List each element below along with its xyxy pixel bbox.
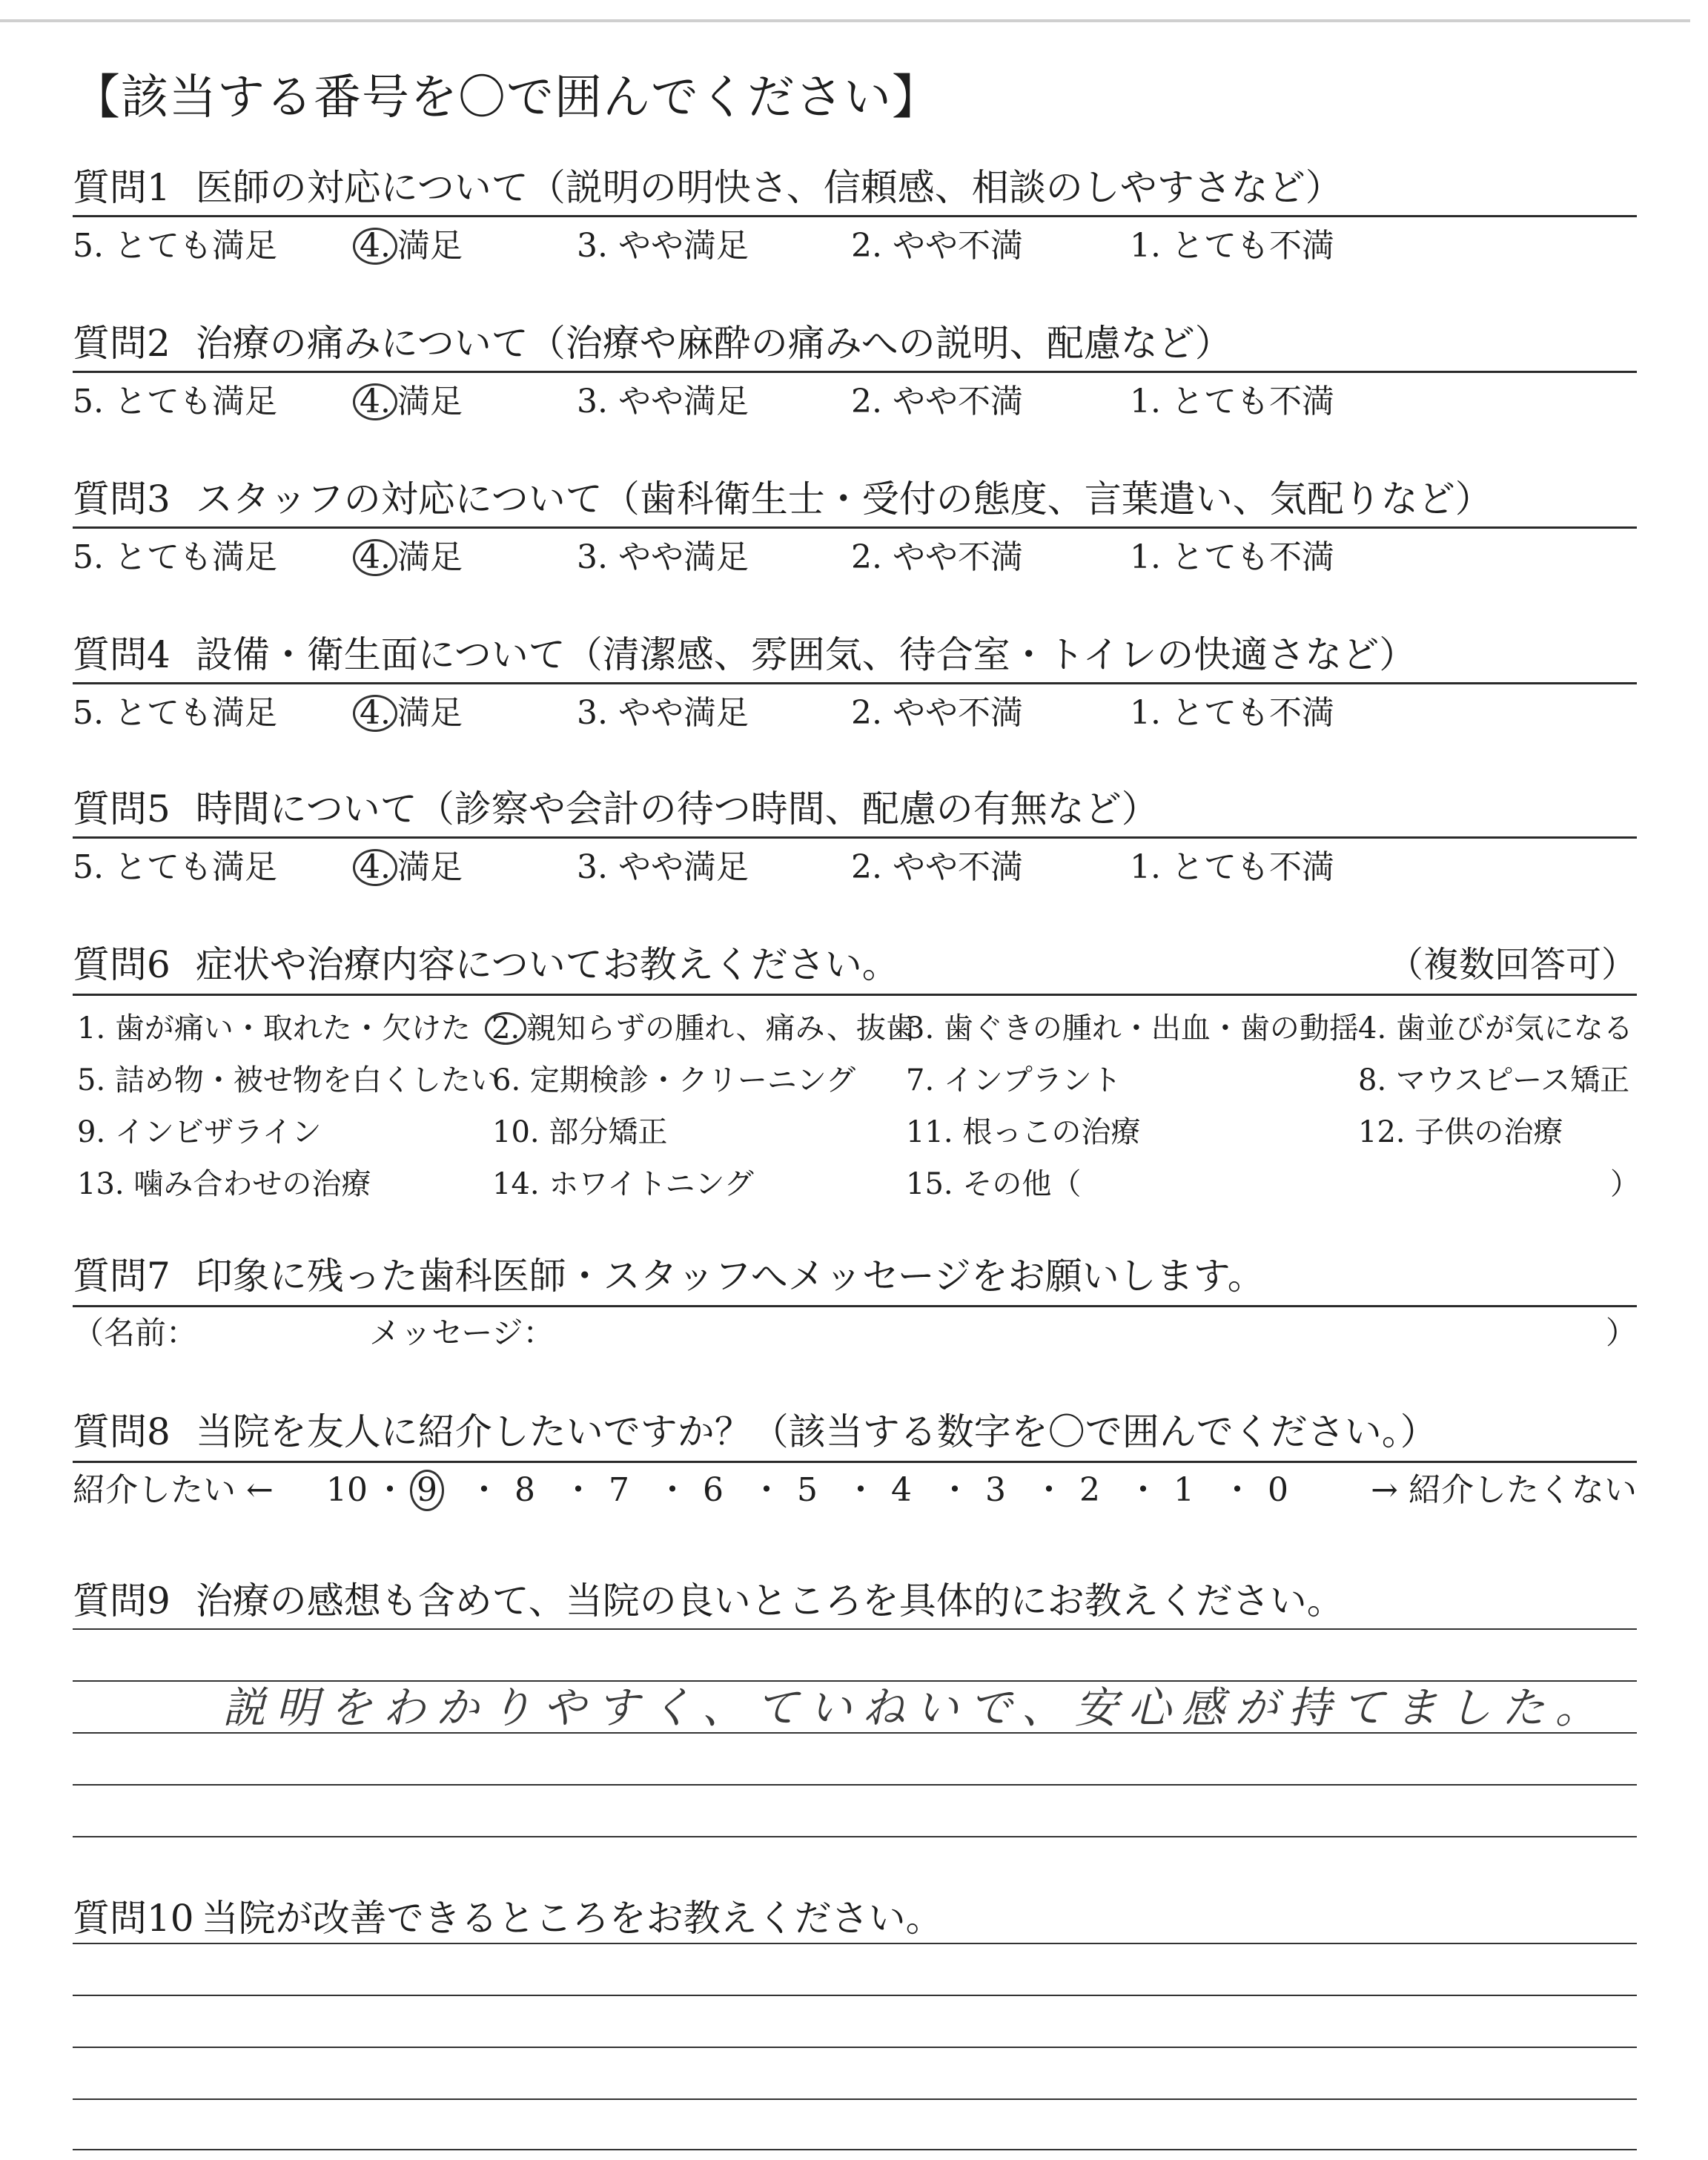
page-title: 【該当する番号を〇で囲んでください】 [73,70,940,125]
selected-circle: 4. [353,539,397,576]
scale-value-0[interactable]: 0 [1268,1471,1288,1509]
question-10-heading [73,1895,1637,1941]
selected-circle: 4. [353,849,397,886]
question-rule [73,371,1637,373]
scale-value-7[interactable]: 7 [609,1471,629,1509]
option-very-satisfied[interactable]: 5. とても満足 [73,383,277,420]
option-somewhat-dissatisfied[interactable]: 2. やや不満 [851,538,1023,576]
question-number: 質問6 [73,943,171,986]
top-border [0,19,1690,22]
symptom-option[interactable]: 9. インビザライン [77,1115,322,1149]
question-9-heading [73,1578,1637,1624]
symptom-option[interactable]: 8. マウスピース矯正 [1358,1063,1630,1097]
scale-separator: ・ [468,1471,500,1509]
selected-circle: 4. [353,383,397,420]
question-8 [73,1409,1637,1455]
rating-options [73,693,1637,737]
scale-value-2[interactable]: 2 [1079,1471,1100,1509]
multiple-answer-note: （複数回答可） [1387,944,1637,985]
question-7-heading [73,1253,1637,1299]
option-very-dissatisfied[interactable]: 1. とても不満 [1130,383,1334,420]
option-label: 満足 [397,227,463,265]
answer-line [73,1836,1637,1837]
question-7-rule [73,1305,1637,1307]
answer-line [73,1995,1637,1996]
scale-value-5[interactable]: 5 [797,1471,818,1509]
question-rule [73,836,1637,839]
question-rule [73,526,1637,529]
question-10 [73,1895,1637,1941]
question-text: 当院を友人に紹介したいですか？（該当する数字を〇で囲んでください。） [195,1410,1437,1453]
question-number: 質問4 [73,633,171,676]
option-somewhat-satisfied[interactable]: 3. やや満足 [577,383,749,420]
question-heading [73,320,1637,366]
scale-separator: ・ [1033,1471,1065,1509]
question-number: 質問10 [73,1897,194,1940]
referral-scale [73,1470,1637,1514]
question-8-heading [73,1409,1637,1455]
scale-separator: ・ [1221,1471,1254,1509]
question-7 [73,1253,1637,1299]
other-close-paren: ） [1610,1167,1640,1201]
question-text: 医師の対応について（説明の明快さ、信頼感、相談のしやすさなど） [195,166,1343,209]
name-label: （名前： [73,1315,198,1351]
option-very-satisfied[interactable]: 5. とても満足 [73,538,277,576]
message-close: ） [1605,1315,1637,1351]
question-6-rule [73,994,1637,996]
option-somewhat-dissatisfied[interactable]: 2. やや不満 [851,227,1023,265]
scale-value-4[interactable]: 4 [891,1471,912,1509]
rating-options [73,381,1637,426]
question-8-rule [73,1461,1637,1463]
question-4 [73,632,1637,678]
symptom-option[interactable]: 13. 噛み合わせの治療 [77,1167,371,1201]
scale-value-8[interactable]: 8 [514,1471,535,1509]
answer-line [73,2149,1637,2150]
question-text: 設備・衛生面について（清潔感、雰囲気、待合室・トイレの快適さなど） [195,633,1417,676]
option-very-satisfied[interactable]: 5. とても満足 [73,227,277,265]
scale-separator: ・ [939,1471,971,1509]
symptom-option[interactable]: 14. ホワイトニング [492,1167,754,1201]
rating-options [73,847,1637,891]
question-6 [73,942,1637,988]
symptom-option[interactable]: 1. 歯が痛い・取れた・欠けた [77,1011,471,1046]
question-2 [73,320,1637,366]
option-somewhat-satisfied[interactable]: 3. やや満足 [577,227,749,265]
option-satisfied[interactable] [360,381,463,423]
option-satisfied[interactable] [360,225,463,267]
question-heading [73,786,1637,832]
scale-value-6[interactable]: 6 [703,1471,724,1509]
rating-options [73,225,1637,270]
scale-separator: ・ [1127,1471,1159,1509]
scale-separator: ・ [562,1471,595,1509]
scale-separator: ・ [374,1471,406,1509]
question-number: 質問8 [73,1410,171,1453]
option-somewhat-satisfied[interactable]: 3. やや満足 [577,694,749,732]
answer-line [73,1943,1637,1944]
scale-separator: ・ [750,1471,783,1509]
question-text: 印象に残った歯科医師・スタッフへメッセージをお願いします。 [195,1255,1265,1298]
question-5 [73,786,1637,832]
symptom-option[interactable]: 4. 歯並びが気になる [1358,1011,1633,1046]
option-very-dissatisfied[interactable]: 1. とても不満 [1130,694,1334,732]
option-label: 満足 [397,538,463,576]
scale-value-10[interactable]: 10 [326,1471,368,1509]
option-satisfied[interactable] [360,537,463,578]
scale-separator: ・ [844,1471,877,1509]
question-number: 質問1 [73,166,171,209]
message-label: メッセージ： [369,1315,555,1351]
question-text: 当院が改善できるところをお教えください。 [201,1897,943,1940]
question-rule [73,215,1637,217]
question-text: 治療の痛みについて（治療や麻酔の痛みへの説明、配慮など） [195,322,1232,365]
symptom-option[interactable]: 11. 根っこの治療 [906,1115,1141,1149]
scale-value-9[interactable]: 9 [410,1470,444,1511]
symptom-option[interactable]: 3. 歯ぐきの腫れ・出血・歯の動揺 [906,1011,1359,1046]
question-number: 質問2 [73,322,171,365]
symptom-option[interactable]: 10. 部分矯正 [492,1115,668,1149]
option-satisfied[interactable] [360,693,463,734]
option-label: 満足 [397,848,463,886]
question-number: 質問7 [73,1255,171,1298]
selected-circle: 4. [353,695,397,732]
selected-circle: 4. [353,228,397,265]
symptom-option[interactable]: 5. 詰め物・被せ物を白くしたい [77,1063,500,1097]
question-text: 治療の感想も含めて、当院の良いところを具体的にお教えください。 [195,1579,1344,1622]
symptom-option[interactable] [492,1010,916,1047]
symptom-option[interactable]: 15. その他（ [906,1167,1082,1201]
option-somewhat-dissatisfied[interactable]: 2. やや不満 [851,848,1023,886]
question-heading [73,165,1637,211]
option-somewhat-satisfied[interactable]: 3. やや満足 [577,848,749,886]
scale-right-label: → 紹介したくない [1371,1471,1637,1509]
option-satisfied[interactable] [360,847,463,888]
handwritten-answer: 説明をわかりやすく、ていねいで、安心感が持てました。 [222,1682,1609,1733]
option-somewhat-dissatisfied[interactable]: 2. やや不満 [851,383,1023,420]
symptom-option[interactable]: 6. 定期検診・クリーニング [492,1063,856,1097]
scale-left-label: 紹介したい ← [73,1471,274,1509]
option-very-satisfied[interactable]: 5. とても満足 [73,694,277,732]
question-number: 質問3 [73,478,171,521]
option-label: 親知らずの腫れ、痛み、抜歯 [526,1011,916,1046]
question-heading [73,632,1637,678]
option-somewhat-satisfied[interactable]: 3. やや満足 [577,538,749,576]
selected-circle: 2. [485,1012,526,1045]
symptom-option[interactable]: 12. 子供の治療 [1358,1115,1563,1149]
option-very-dissatisfied[interactable]: 1. とても不満 [1130,848,1334,886]
question-9 [73,1578,1637,1624]
question-text: スタッフの対応について（歯科衛生士・受付の態度、言葉遣い、気配りなど） [195,478,1492,521]
question-rule [73,682,1637,684]
question-1 [73,165,1637,211]
scale-value-1[interactable]: 1 [1174,1471,1194,1509]
answer-line [73,2047,1637,2048]
answer-line [73,1628,1637,1630]
question-3 [73,476,1637,522]
symptom-option[interactable]: 7. インプラント [906,1063,1122,1097]
question-text: 時間について（診察や会計の待つ時間、配慮の有無など） [195,787,1159,830]
option-label: 満足 [397,694,463,732]
option-very-dissatisfied[interactable]: 1. とても不満 [1130,538,1334,576]
question-heading [73,476,1637,522]
question-text: 症状や治療内容についてお教えください。 [195,943,899,986]
option-somewhat-dissatisfied[interactable]: 2. やや不満 [851,694,1023,732]
option-label: 満足 [397,383,463,420]
question-number: 質問9 [73,1579,171,1622]
scale-separator: ・ [656,1471,689,1509]
option-very-satisfied[interactable]: 5. とても満足 [73,848,277,886]
option-very-dissatisfied[interactable]: 1. とても不満 [1130,227,1334,265]
question-number: 質問5 [73,787,171,830]
answer-line [73,2098,1637,2100]
rating-options [73,537,1637,581]
answer-line [73,1784,1637,1786]
scale-value-3[interactable]: 3 [985,1471,1006,1509]
